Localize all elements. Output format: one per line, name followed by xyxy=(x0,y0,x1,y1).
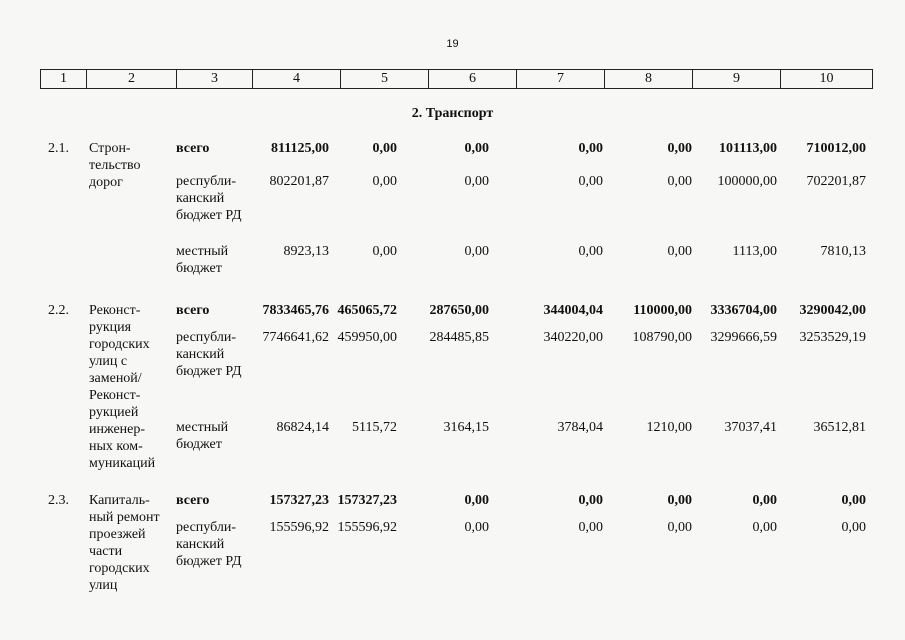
row-name-line: рукция xyxy=(89,320,132,335)
value-cell: 7833465,76 xyxy=(262,303,329,318)
value-cell: 0,00 xyxy=(464,174,489,189)
funding-source-line: республи- xyxy=(176,330,236,345)
value-cell: 0,00 xyxy=(667,520,692,535)
value-cell: 1210,00 xyxy=(646,420,692,435)
column-number-7: 7 xyxy=(517,70,605,89)
funding-source-line: всего xyxy=(176,493,210,508)
column-number-2: 2 xyxy=(87,70,177,89)
funding-source-line: местный xyxy=(176,244,229,259)
column-number-1: 1 xyxy=(41,70,87,89)
value-cell: 0,00 xyxy=(752,493,777,508)
value-cell: 86824,14 xyxy=(276,420,329,435)
value-cell: 0,00 xyxy=(372,141,397,156)
row-number: 2.3. xyxy=(48,493,69,508)
value-cell: 3164,15 xyxy=(443,420,489,435)
row-name-line: городских xyxy=(89,561,150,576)
value-cell: 0,00 xyxy=(464,141,489,156)
value-cell: 0,00 xyxy=(578,244,603,259)
column-number-6: 6 xyxy=(429,70,517,89)
value-cell: 0,00 xyxy=(578,520,603,535)
funding-source-line: канский xyxy=(176,537,225,552)
funding-source-line: бюджет РД xyxy=(176,554,242,569)
row-number: 2.1. xyxy=(48,141,69,156)
row-name-line: инженер- xyxy=(89,422,146,437)
value-cell: 0,00 xyxy=(841,520,866,535)
value-cell: 0,00 xyxy=(667,141,692,156)
row-name-line: ный ремонт xyxy=(89,510,160,525)
funding-source-line: всего xyxy=(176,141,210,156)
funding-source-line: всего xyxy=(176,303,210,318)
row-name-line: проезжей xyxy=(89,527,146,542)
row-number: 2.2. xyxy=(48,303,69,318)
column-number-9: 9 xyxy=(693,70,781,89)
value-cell: 0,00 xyxy=(578,174,603,189)
value-cell: 0,00 xyxy=(372,174,397,189)
funding-source-line: бюджет xyxy=(176,261,222,276)
value-cell: 0,00 xyxy=(578,493,603,508)
row-name-line: Реконст- xyxy=(89,303,141,318)
row-name-line: муникаций xyxy=(89,456,156,471)
funding-source-line: местный xyxy=(176,420,229,435)
value-cell: 0,00 xyxy=(578,141,603,156)
row-name-line: заменой/ xyxy=(89,371,142,386)
funding-source-line: канский xyxy=(176,347,225,362)
value-cell: 287650,00 xyxy=(429,303,489,318)
column-number-5: 5 xyxy=(341,70,429,89)
value-cell: 284485,85 xyxy=(429,330,489,345)
funding-source-line: республи- xyxy=(176,174,236,189)
value-cell: 702201,87 xyxy=(806,174,866,189)
row-name-line: Капиталь- xyxy=(89,493,150,508)
column-number-4: 4 xyxy=(253,70,341,89)
page-number: 19 xyxy=(446,38,459,50)
value-cell: 0,00 xyxy=(667,244,692,259)
value-cell: 710012,00 xyxy=(806,141,866,156)
value-cell: 37037,41 xyxy=(724,420,777,435)
value-cell: 344004,04 xyxy=(543,303,603,318)
value-cell: 157327,23 xyxy=(337,493,397,508)
value-cell: 811125,00 xyxy=(271,141,329,156)
row-name xyxy=(89,492,175,594)
row-name xyxy=(89,302,175,472)
column-number-10: 10 xyxy=(781,70,873,89)
value-cell: 802201,87 xyxy=(269,174,329,189)
value-cell: 3784,04 xyxy=(557,420,603,435)
value-cell: 157327,23 xyxy=(269,493,329,508)
value-cell: 459950,00 xyxy=(337,330,397,345)
row-name-line: Реконст- xyxy=(89,388,141,403)
row-name-line: части xyxy=(89,544,123,559)
row-name-line: дорог xyxy=(89,175,123,190)
funding-source-line: бюджет РД xyxy=(176,208,242,223)
value-cell: 340220,00 xyxy=(543,330,603,345)
value-cell: 0,00 xyxy=(841,493,866,508)
funding-source-line: бюджет РД xyxy=(176,364,242,379)
value-cell: 3253529,19 xyxy=(799,330,866,345)
value-cell: 100000,00 xyxy=(717,174,777,189)
value-cell: 0,00 xyxy=(464,520,489,535)
value-cell: 108790,00 xyxy=(632,330,692,345)
value-cell: 155596,92 xyxy=(337,520,397,535)
funding-source-line: бюджет xyxy=(176,437,222,452)
row-name-line: улиц xyxy=(89,578,118,593)
value-cell: 0,00 xyxy=(667,493,692,508)
value-cell: 0,00 xyxy=(667,174,692,189)
value-cell: 0,00 xyxy=(372,244,397,259)
row-name-line: улиц с xyxy=(89,354,128,369)
section-title: 2. Транспорт xyxy=(411,106,494,121)
value-cell: 7746641,62 xyxy=(262,330,329,345)
value-cell: 3299666,59 xyxy=(710,330,777,345)
value-cell: 155596,92 xyxy=(269,520,329,535)
column-number-3: 3 xyxy=(177,70,253,89)
row-name-line: ных ком- xyxy=(89,439,143,454)
value-cell: 465065,72 xyxy=(337,303,397,318)
value-cell: 0,00 xyxy=(752,520,777,535)
row-name-line: Строн- xyxy=(89,141,131,156)
value-cell: 0,00 xyxy=(464,244,489,259)
value-cell: 5115,72 xyxy=(352,420,397,435)
row-name xyxy=(89,140,175,191)
funding-source-line: канский xyxy=(176,191,225,206)
value-cell: 1113,00 xyxy=(732,244,777,259)
value-cell: 8923,13 xyxy=(283,244,329,259)
funding-source-line: республи- xyxy=(176,520,236,535)
value-cell: 3336704,00 xyxy=(710,303,777,318)
value-cell: 7810,13 xyxy=(820,244,866,259)
value-cell: 3290042,00 xyxy=(799,303,866,318)
value-cell: 36512,81 xyxy=(813,420,866,435)
column-numbers-row xyxy=(40,69,873,89)
row-name-line: тельство xyxy=(89,158,141,173)
column-number-8: 8 xyxy=(605,70,693,89)
row-name-line: городских xyxy=(89,337,150,352)
value-cell: 110000,00 xyxy=(633,303,692,318)
value-cell: 101113,00 xyxy=(719,141,777,156)
value-cell: 0,00 xyxy=(464,493,489,508)
row-name-line: рукцией xyxy=(89,405,139,420)
